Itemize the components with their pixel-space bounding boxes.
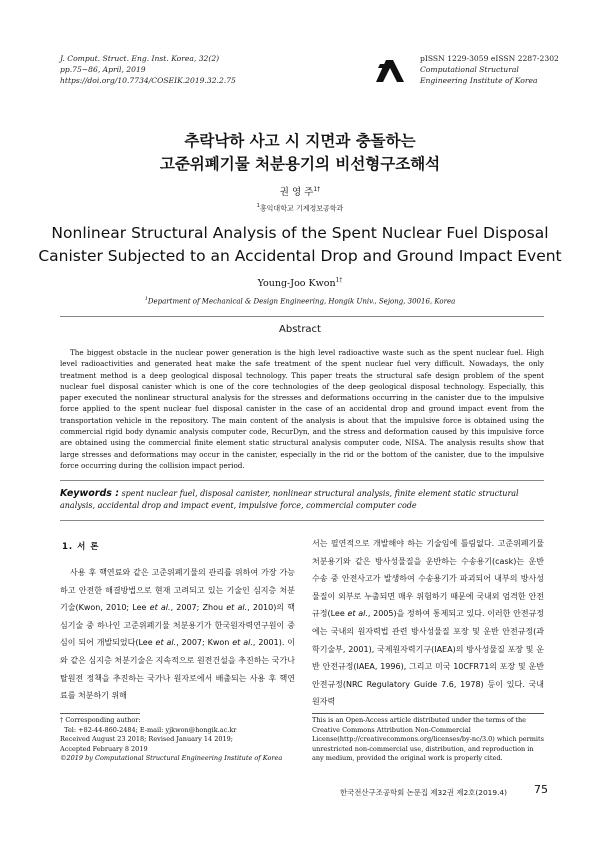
- divider: [60, 316, 544, 317]
- section-heading: 1. 서 론: [62, 542, 100, 552]
- keywords-label: Keywords :: [60, 488, 120, 499]
- english-title: [0, 222, 600, 268]
- footnote-line: Accepted February 8 2019: [60, 744, 148, 753]
- body-column-right: [312, 535, 544, 711]
- author-mark: 1†: [335, 277, 343, 284]
- publisher-line: Computational Structural: [420, 65, 519, 74]
- text-run: , 2007; Zhou: [170, 603, 227, 613]
- keywords: [60, 488, 544, 512]
- korean-title-line: 고준위폐기물 처분용기의 비선형구조해석: [159, 155, 441, 173]
- text-run: et al.: [149, 603, 171, 613]
- text-run: 서는 필연적으로 개발해야 하는 기술임에 틀림없다. 고준위폐기물 처분용기와 같은 방사성물질을 운반하는 수송용기(cask)는 운반 수송 중 안전사고가 발생하여 수송용기가 파괴되어 내부의 방사성물질이 외부로 누출되면 매우 위험하기 때문에 국내외 엄격한 안전규정(Lee: [312, 539, 544, 619]
- text-run: , 2005)을 정하여 통제되고 있다. 이러한 안전규정에는 국내의 원자력법 관련 방사성물질 포장 및 운반 안전규정(과학기술부, 2001), 국제원자력기구(IAEA)의 방사성물질 포장 및 운반 안전규정(IAEA, 1996), 그리고 미국 10CFR71의 포장 및 운반 안전규정(NRC Regulatory Guide 7.6, 1978) 등이 있다. 국내 원자력: [312, 609, 544, 707]
- divider: [60, 480, 544, 481]
- affiliation-text: 홍익대학교 기계정보공학과: [259, 204, 344, 213]
- footnote-line: Received August 23 2018; Revised January 14 2019;: [60, 735, 233, 744]
- footnote-rule: [60, 713, 140, 714]
- body-column-left: [60, 564, 295, 705]
- abstract-heading: Abstract: [279, 324, 321, 335]
- issn-line: pISSN 1229-3059 eISSN 2287-2302: [420, 54, 559, 63]
- english-affiliation: [0, 296, 600, 305]
- english-author: [0, 277, 600, 289]
- author-name: Young-Joo Kwon: [257, 278, 336, 290]
- text-run: , 2007; Kwon: [176, 638, 233, 648]
- author-mark: 1†: [313, 185, 321, 193]
- english-title-line: Canister Subjected to an Accidental Drop and Ground Impact Event: [38, 247, 562, 265]
- affiliation-mark: 1: [144, 296, 148, 302]
- footnote-rule: [312, 713, 544, 714]
- corresponding-author-footnote: [60, 716, 295, 764]
- text-run: 사용 후 핵연료와 같은 고준위폐기물의 관리를 위하여 가장 가능하고 안전한 해결방법으로 현재 고려되고 있는 기술인 심지층 처분기술(Kwon, 2010; Lee: [60, 568, 295, 613]
- issn-block: [420, 53, 559, 86]
- doi-line: https://doi.org/10.7734/COSEIK.2019.32.2.75: [60, 76, 236, 85]
- citation-line: pp.75~86, April, 2019: [60, 65, 146, 74]
- footnote-line: ©2019 by Computational Structural Engineering Institute of Korea: [60, 754, 283, 763]
- paragraph: [60, 564, 295, 705]
- english-title-line: Nonlinear Structural Analysis of the Spent Nuclear Fuel Disposal: [51, 224, 549, 242]
- korean-author: [0, 184, 600, 198]
- author-name: 권 영 주: [279, 187, 314, 198]
- footnote-line: Tel: +82-44-860-2484; E-mail: yjkwon@hongik.ac.kr: [60, 725, 237, 734]
- footnote-line: † Corresponding author:: [60, 716, 141, 724]
- korean-affiliation: [0, 203, 600, 213]
- abstract-text: The biggest obstacle in the nuclear power generation is the high level radioactive waste such as the spent nuclear fuel. High level radioactivities and generated heat make the safe treatment of the spent nuclear fuel very difficult. Nowadays, the only treatment method is a deep geological disposal technology. This paper treats the structural safe design problem of the spent nuclear fuel disposal canister which is one of the core technologies of the deep geological disposal technology. Especially, this paper executed the nonlinear structural analysis for the stresses and deformations occurring in the canister due to the impulsive force applied to the spent nuclear fuel disposal canister in the case of an accidental drop and ground impact event from the transportation vehicle in the repository. The main content of the analysis is about that the impulsive force is obtained using the commercial rigid body dynamic analysis computer code, RecurDyn, and the stress and deformation caused by this impulsive force are obtained using the commercial finite element static structural analysis computer code, NISA. The analysis results show that large stresses and deformations may occur in the canister, especially in the rid or the bottom of the canister, due to the impulsive force occurring during the collision impact period.: [60, 348, 544, 470]
- affiliation-text: Department of Mechanical & Design Engineering, Hongik Univ., Sejong, 30016, Korea: [147, 297, 456, 306]
- text-run: et al.: [232, 638, 253, 648]
- license-footnote: This is an Open-Access article distributed under the terms of the Creative Commons Attribution Non-Commercial License(http://creativecommons.org/licenses/by-nc/3.0) which permits unrestricted non-commercial use, distribution, and reproduction in any medium, provided the original work is properly cited.: [312, 716, 544, 763]
- journal-logo-icon: [376, 60, 404, 82]
- text-run: , 2001). 이와 같은 심지층 처분기술은 지속적으로 원전건설을 추진하는 국가나 탈원전 정책을 추진하는 국가나 원자로에서 배출되는 사용 후 핵연료를 처분하기 위해: [60, 638, 295, 701]
- text-run: et al.: [226, 603, 248, 613]
- citation-line: J. Comput. Struct. Eng. Inst. Korea, 32(2): [60, 54, 220, 63]
- page-number: 75: [534, 783, 548, 796]
- paragraph: [312, 535, 544, 711]
- divider: [60, 520, 544, 521]
- text-run: , 2010)의 핵심기술 중 하나인 고준위폐기물 처분용기가 한국원자력연구원이 중심이 되어 개발되었다(Lee: [60, 603, 295, 648]
- text-run: et al.: [347, 609, 368, 619]
- affiliation-mark: 1: [256, 203, 260, 209]
- keywords-text: spent nuclear fuel, disposal canister, nonlinear structural analysis, finite element static structural analysis, accidental drop and impact event, impulsive force, commercial computer code: [60, 489, 519, 510]
- journal-footer: 한국전산구조공학회 논문집 제32권 제2호(2019.4): [340, 788, 508, 797]
- text-run: et al.: [155, 638, 177, 648]
- journal-citation: [60, 53, 236, 86]
- korean-title-line: 추락낙하 사고 시 지면과 충돌하는: [184, 132, 416, 150]
- korean-title: [0, 130, 600, 176]
- publisher-line: Engineering Institute of Korea: [420, 76, 538, 85]
